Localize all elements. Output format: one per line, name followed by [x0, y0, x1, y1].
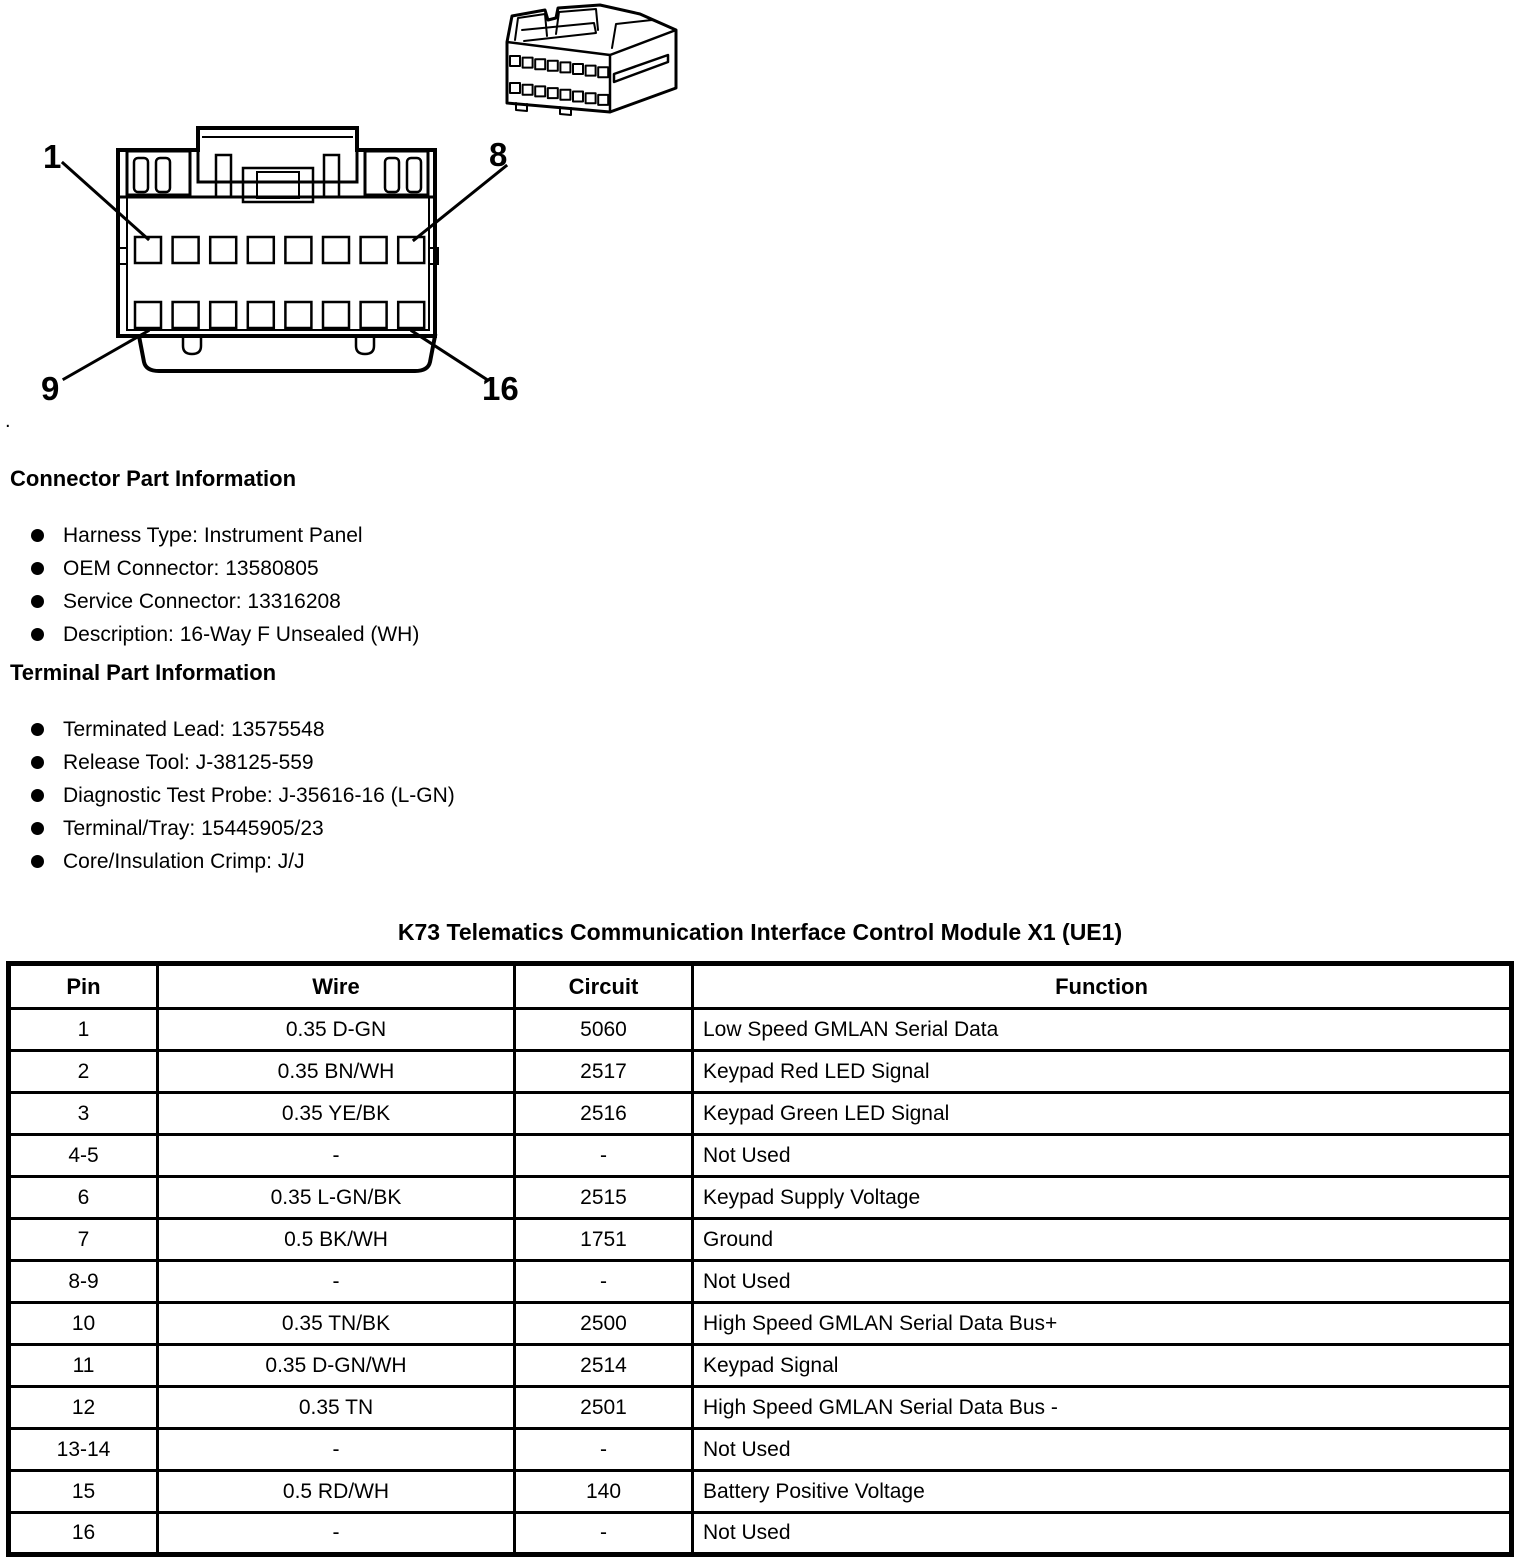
stray-mark: . — [5, 410, 11, 432]
cell-function: Not Used — [693, 1261, 1512, 1303]
cell-circuit: 2517 — [515, 1051, 693, 1093]
table-row — [9, 1471, 1512, 1513]
pin-opening — [598, 95, 608, 105]
pin-opening — [535, 59, 545, 69]
cell-circuit: 2501 — [515, 1387, 693, 1429]
connector-part-info-list — [31, 519, 419, 651]
table-row — [9, 1051, 1512, 1093]
bullet-text: Description: 16-Way F Unsealed (WH) — [63, 622, 420, 646]
cell-function: Low Speed GMLAN Serial Data — [693, 1009, 1512, 1051]
pin-opening — [323, 237, 349, 263]
cell-function: Not Used — [693, 1513, 1512, 1555]
bullet-text: Terminal/Tray: 15445905/23 — [63, 816, 324, 840]
pin-opening — [248, 237, 274, 263]
pin-opening — [535, 86, 545, 96]
cell-circuit: 2514 — [515, 1345, 693, 1387]
bullet-icon — [31, 723, 44, 736]
pin-opening — [548, 61, 558, 71]
bullet-icon — [31, 756, 44, 769]
bullet-icon — [31, 529, 44, 542]
cell-function: High Speed GMLAN Serial Data Bus+ — [693, 1303, 1512, 1345]
cell-function: Keypad Supply Voltage — [693, 1177, 1512, 1219]
bullet-text: Release Tool: J-38125-559 — [63, 750, 314, 774]
bullet-item — [31, 585, 419, 618]
pin-opening — [586, 93, 596, 103]
terminal-part-info-list — [31, 713, 455, 878]
table-row — [9, 1009, 1512, 1051]
cell-wire: - — [158, 1135, 515, 1177]
table-row — [9, 1135, 1512, 1177]
callout-pin-1: 1 — [43, 138, 62, 175]
callout-pin-9: 9 — [41, 370, 60, 407]
table-row — [9, 1177, 1512, 1219]
bullet-icon — [31, 822, 44, 835]
bullet-item — [31, 779, 455, 812]
connector-front-view-diagram — [30, 120, 510, 420]
pin-opening — [361, 302, 387, 328]
cell-function: Keypad Signal — [693, 1345, 1512, 1387]
pin-opening — [285, 237, 311, 263]
column-header-function: Function — [693, 964, 1512, 1009]
cell-pin: 4-5 — [9, 1135, 158, 1177]
table-row — [9, 1513, 1512, 1555]
pin-opening — [323, 302, 349, 328]
cell-function: Not Used — [693, 1135, 1512, 1177]
cell-pin: 13-14 — [9, 1429, 158, 1471]
bullet-icon — [31, 789, 44, 802]
pinout-table-body — [9, 1009, 1512, 1555]
cell-pin: 7 — [9, 1219, 158, 1261]
bullet-text: OEM Connector: 13580805 — [63, 556, 319, 580]
pin-opening — [560, 62, 570, 72]
cell-circuit: 2516 — [515, 1093, 693, 1135]
bullet-item — [31, 713, 455, 746]
callout-line-pin9 — [64, 331, 148, 379]
bullet-item — [31, 845, 455, 878]
cell-pin: 16 — [9, 1513, 158, 1555]
table-row — [9, 1219, 1512, 1261]
bullet-text: Service Connector: 13316208 — [63, 589, 341, 613]
bullet-icon — [31, 562, 44, 575]
pin-opening — [398, 237, 424, 263]
cell-circuit: 1751 — [515, 1219, 693, 1261]
table-row — [9, 1093, 1512, 1135]
table-row — [9, 1429, 1512, 1471]
bullet-text: Harness Type: Instrument Panel — [63, 523, 363, 547]
bullet-item — [31, 552, 419, 585]
pin-opening — [210, 302, 236, 328]
cell-pin: 1 — [9, 1009, 158, 1051]
bullet-item — [31, 519, 419, 552]
column-header-wire: Wire — [158, 964, 515, 1009]
cell-circuit: - — [515, 1429, 693, 1471]
cell-wire: 0.35 TN — [158, 1387, 515, 1429]
cell-wire: 0.35 YE/BK — [158, 1093, 515, 1135]
cell-circuit: - — [515, 1261, 693, 1303]
cell-circuit: - — [515, 1513, 693, 1555]
table-row — [9, 1345, 1512, 1387]
cell-pin: 15 — [9, 1471, 158, 1513]
column-header-pin: Pin — [9, 964, 158, 1009]
pin-opening — [573, 92, 583, 102]
cell-wire: 0.35 D-GN — [158, 1009, 515, 1051]
cell-wire: 0.35 BN/WH — [158, 1051, 515, 1093]
table-row — [9, 1261, 1512, 1303]
pin-opening — [285, 302, 311, 328]
section-heading-connector-part-information: Connector Part Information — [10, 466, 297, 491]
cell-function: Not Used — [693, 1429, 1512, 1471]
pin-opening — [560, 90, 570, 100]
cell-pin: 6 — [9, 1177, 158, 1219]
cell-pin: 8-9 — [9, 1261, 158, 1303]
cell-circuit: 2515 — [515, 1177, 693, 1219]
cell-function: High Speed GMLAN Serial Data Bus - — [693, 1387, 1512, 1429]
cell-circuit: 5060 — [515, 1009, 693, 1051]
table-row — [9, 1303, 1512, 1345]
pin-opening — [523, 85, 533, 95]
pinout-table-title: K73 Telematics Communication Interface Control Module X1 (UE1) — [397, 919, 1123, 945]
cell-wire: 0.5 RD/WH — [158, 1471, 515, 1513]
pinout-table — [6, 961, 1514, 1557]
pin-opening — [248, 302, 274, 328]
pin-opening — [135, 302, 161, 328]
pin-opening — [361, 237, 387, 263]
cell-wire: 0.35 TN/BK — [158, 1303, 515, 1345]
column-header-circuit: Circuit — [515, 964, 693, 1009]
pin-opening — [598, 67, 608, 77]
pin-opening — [173, 302, 199, 328]
cell-pin: 2 — [9, 1051, 158, 1093]
cell-wire: 0.5 BK/WH — [158, 1219, 515, 1261]
pin-opening — [586, 66, 596, 76]
connector-foot — [183, 336, 201, 354]
cell-function: Keypad Green LED Signal — [693, 1093, 1512, 1135]
bullet-item — [31, 618, 419, 651]
bullet-text: Core/Insulation Crimp: J/J — [63, 849, 305, 873]
bullet-icon — [31, 855, 44, 868]
pin-opening — [173, 237, 199, 263]
cell-pin: 10 — [9, 1303, 158, 1345]
connector-iso-view-diagram — [495, 0, 695, 125]
pin-opening — [548, 88, 558, 98]
table-header-row — [9, 964, 1512, 1009]
pin-opening — [210, 237, 236, 263]
section-heading-terminal-part-information: Terminal Part Information — [10, 660, 277, 685]
pin-opening — [510, 83, 520, 93]
cell-pin: 11 — [9, 1345, 158, 1387]
cell-function: Keypad Red LED Signal — [693, 1051, 1512, 1093]
cell-circuit: - — [515, 1135, 693, 1177]
cell-function: Battery Positive Voltage — [693, 1471, 1512, 1513]
table-row — [9, 1387, 1512, 1429]
connector-foot — [356, 336, 374, 354]
callout-pin-16: 16 — [482, 370, 519, 407]
cell-pin: 12 — [9, 1387, 158, 1429]
cell-wire: - — [158, 1261, 515, 1303]
cell-circuit: 2500 — [515, 1303, 693, 1345]
cell-wire: 0.35 L-GN/BK — [158, 1177, 515, 1219]
bullet-text: Terminated Lead: 13575548 — [63, 717, 325, 741]
bullet-icon — [31, 628, 44, 641]
cell-wire: 0.35 D-GN/WH — [158, 1345, 515, 1387]
pin-opening — [573, 64, 583, 74]
cell-pin: 3 — [9, 1093, 158, 1135]
pin-opening — [398, 302, 424, 328]
bullet-text: Diagnostic Test Probe: J-35616-16 (L-GN) — [63, 783, 455, 807]
callout-pin-8: 8 — [489, 136, 508, 173]
cell-circuit: 140 — [515, 1471, 693, 1513]
cell-wire: - — [158, 1429, 515, 1471]
bullet-item — [31, 746, 455, 779]
pin-opening — [510, 56, 520, 66]
cell-wire: - — [158, 1513, 515, 1555]
bullet-item — [31, 812, 455, 845]
bullet-icon — [31, 595, 44, 608]
pin-opening — [523, 58, 533, 68]
cell-function: Ground — [693, 1219, 1512, 1261]
